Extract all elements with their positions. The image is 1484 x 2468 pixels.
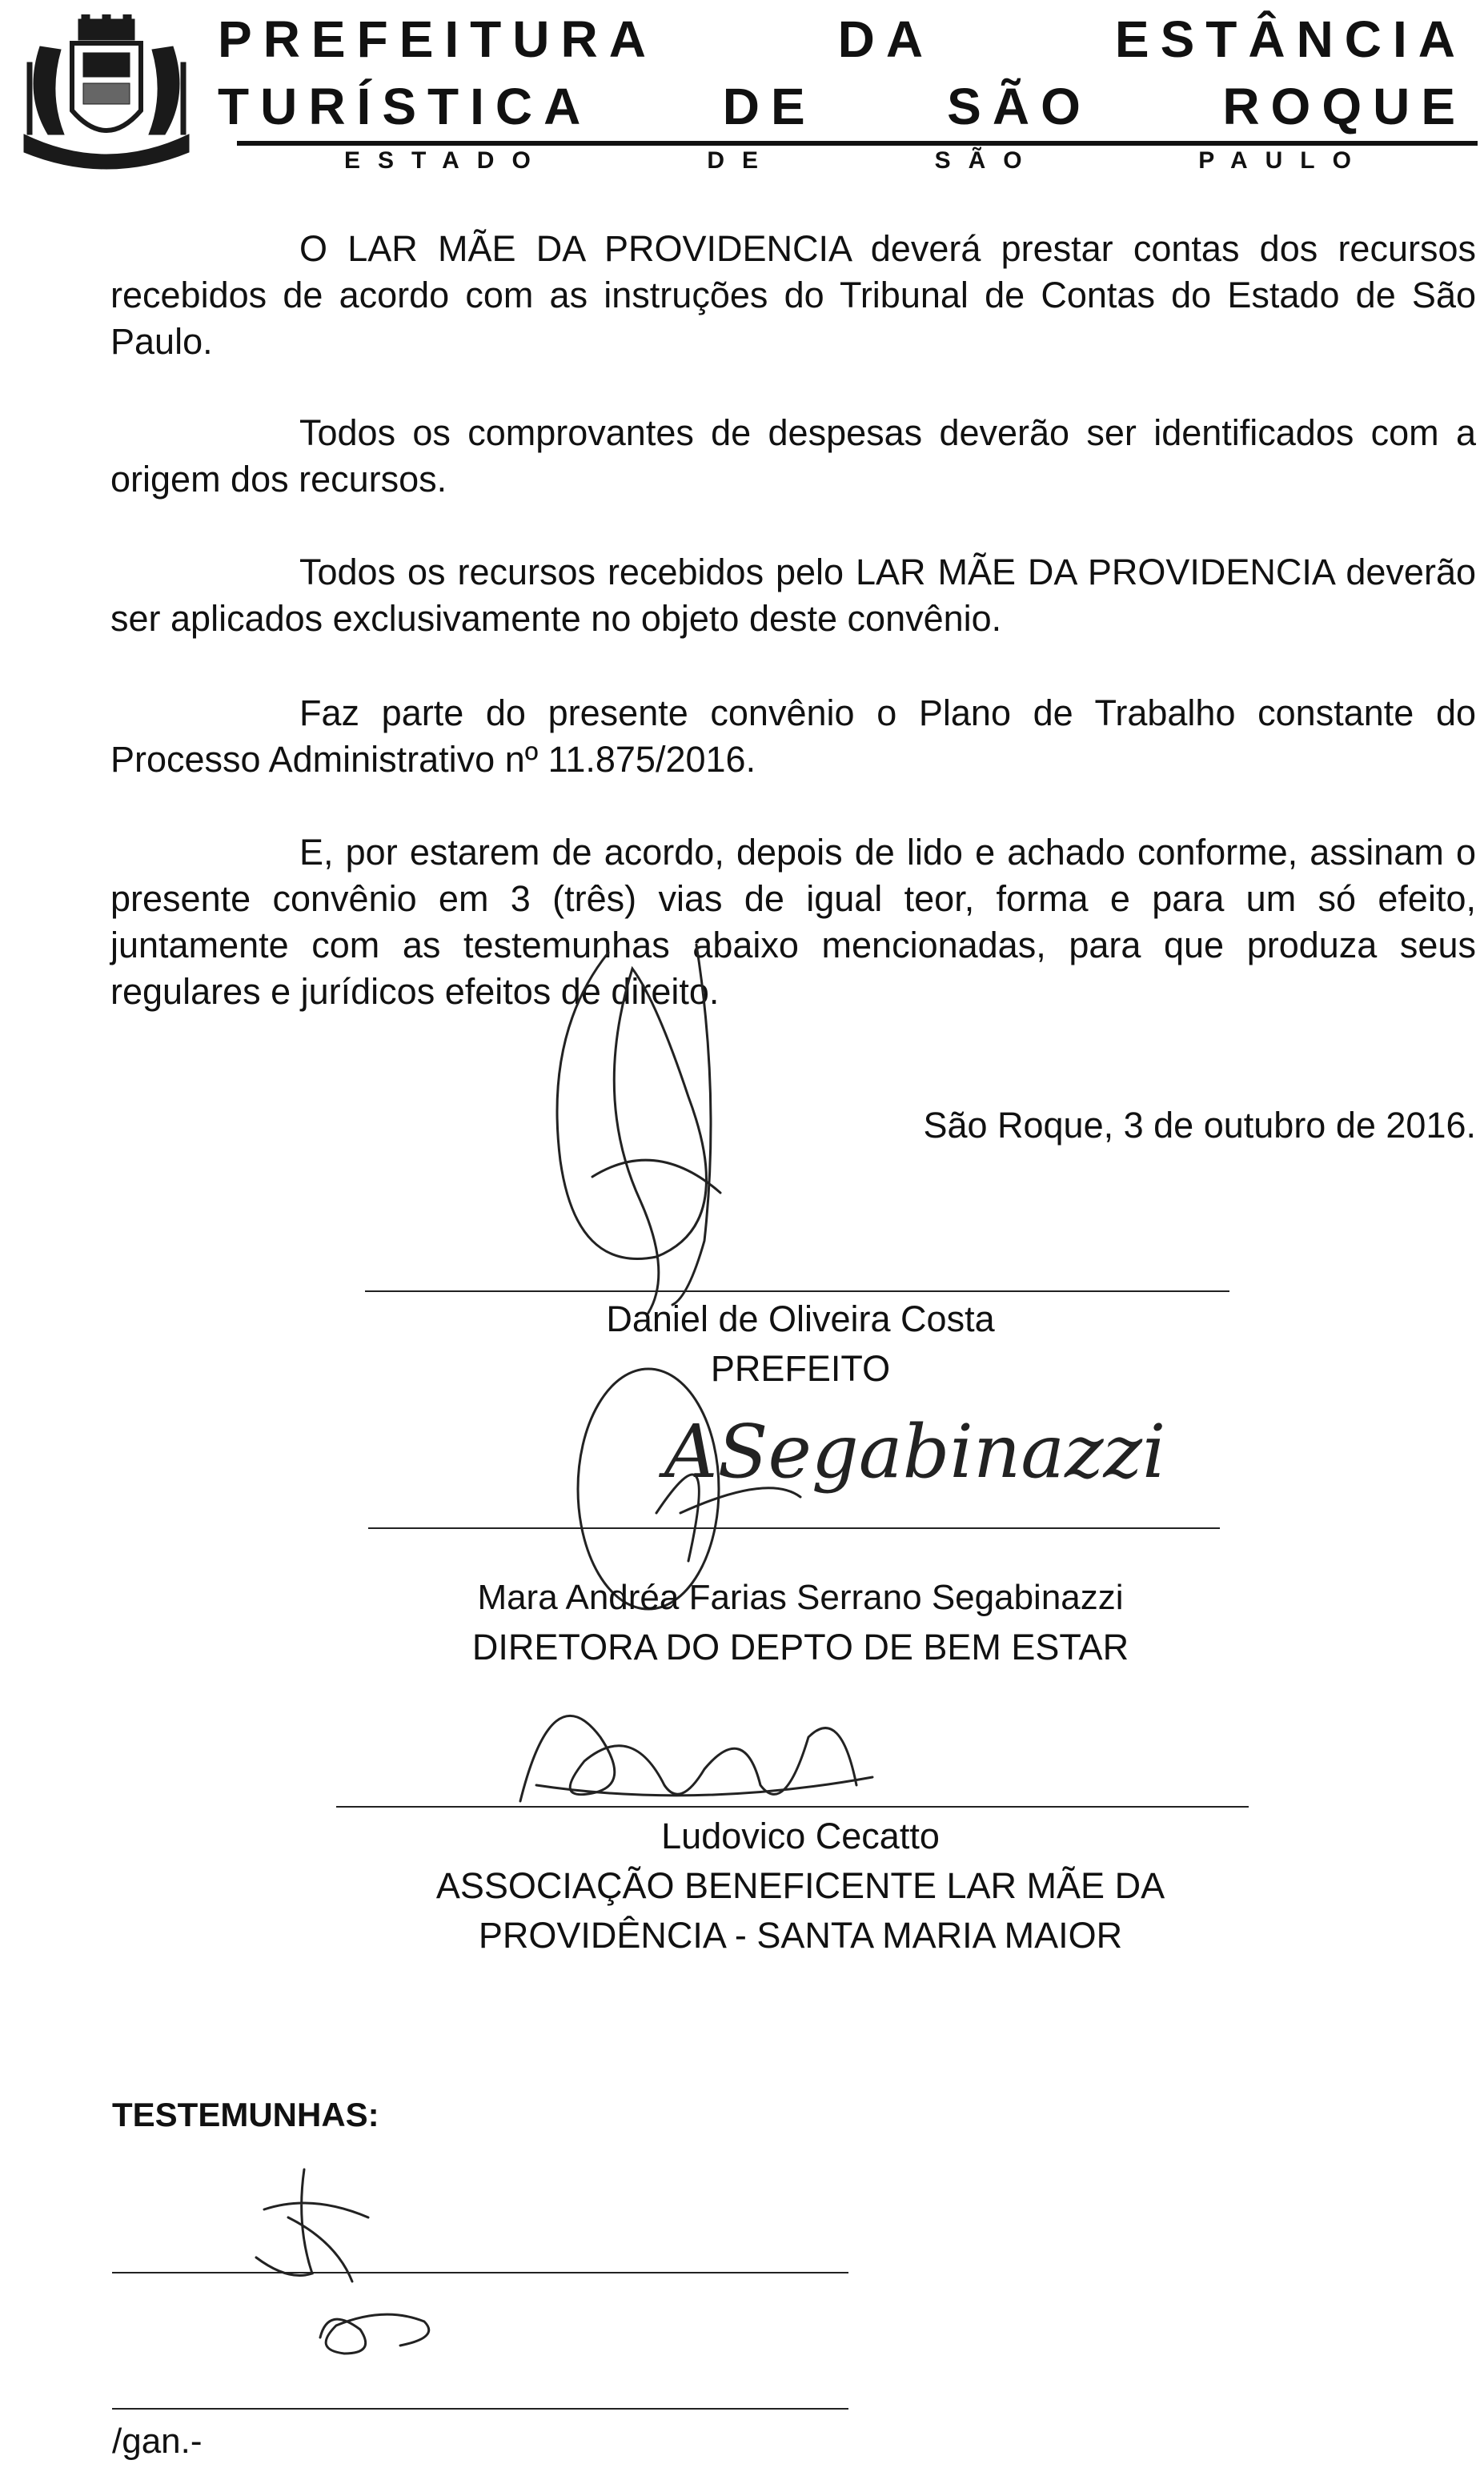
header-word: DA — [837, 10, 935, 68]
handwritten-signature: ASegabinazzi — [664, 1409, 1166, 1495]
header-word: PREFEITURA — [218, 10, 657, 68]
witness-signature-line — [112, 2272, 848, 2273]
witness-signature-icon — [240, 2161, 384, 2289]
paragraph: E, por estarem de acordo, depois de lido e achado conforme, assinam o presente convênio em 3 (três) vias de igual teor, forma e para um só efeito, juntamente com as testemunhas abaixo mencionadas, para que produza seus regulares e jurídicos efeitos de direito. — [110, 832, 1476, 1012]
typist-initials: /gan.- — [112, 2422, 203, 2461]
witnesses-title: TESTEMUNHAS: — [112, 2096, 379, 2133]
signatory-name: Daniel de Oliveira Costa — [606, 1298, 995, 1339]
header-word: PAULO — [1198, 147, 1369, 174]
paragraph: Todos os comprovantes de despesas deverão ser identificados com a origem dos recursos. — [110, 412, 1476, 500]
signature-line — [336, 1806, 1249, 1808]
header-word: SÃO — [947, 78, 1092, 135]
date-place: São Roque, 3 de outubro de 2016. — [923, 1105, 1476, 1146]
signatory-title: DIRETORA DO DEPTO DE BEM ESTAR — [471, 1627, 1129, 1667]
witness-signature-line — [112, 2408, 848, 2410]
paragraph: Todos os recursos recebidos pelo LAR MÃE DA PROVIDENCIA deverão ser aplicados exclusivamente no objeto deste convênio. — [110, 552, 1476, 639]
signatory-name: Mara Andréa Farias Serrano Segabinazzi — [477, 1578, 1124, 1617]
header-word: TURÍSTICA — [218, 78, 592, 135]
signatory-title: ASSOCIAÇÃO BENEFICENTE LAR MÃE DA — [435, 1865, 1165, 1906]
signatory-title: PREFEITO — [710, 1348, 891, 1389]
signatory-title: PROVIDÊNCIA - SANTA MARIA MAIOR — [478, 1915, 1123, 1956]
signature-association-icon — [504, 1689, 888, 1817]
header-subtitle — [344, 147, 1369, 175]
witness-signature-icon — [304, 2305, 440, 2362]
header-word: ROQUE — [1222, 78, 1466, 135]
paragraph: O LAR MÃE DA PROVIDENCIA deverá prestar contas dos recursos recebidos de acordo com as instruções do Tribunal de Contas do Estado de São Paulo. — [110, 228, 1476, 362]
signature-mayor-icon — [512, 937, 768, 1313]
header-title-line-1 — [218, 10, 1466, 69]
signatory-name: Ludovico Cecatto — [661, 1816, 940, 1856]
header-rule — [237, 141, 1478, 146]
header-word: DE — [722, 78, 816, 135]
header-word: SÃO — [934, 147, 1040, 174]
header-title-line-2 — [218, 77, 1466, 136]
paragraph: Faz parte do presente convênio o Plano de Trabalho constante do Processo Administrativo nº 11.875/2016. — [110, 692, 1476, 780]
coat-of-arms-icon — [16, 14, 197, 171]
signature-line — [365, 1290, 1229, 1292]
signature-line — [368, 1527, 1220, 1529]
header-word: ESTADO — [344, 147, 548, 174]
header-word: ESTÂNCIA — [1114, 10, 1466, 68]
header-word: DE — [707, 147, 776, 174]
